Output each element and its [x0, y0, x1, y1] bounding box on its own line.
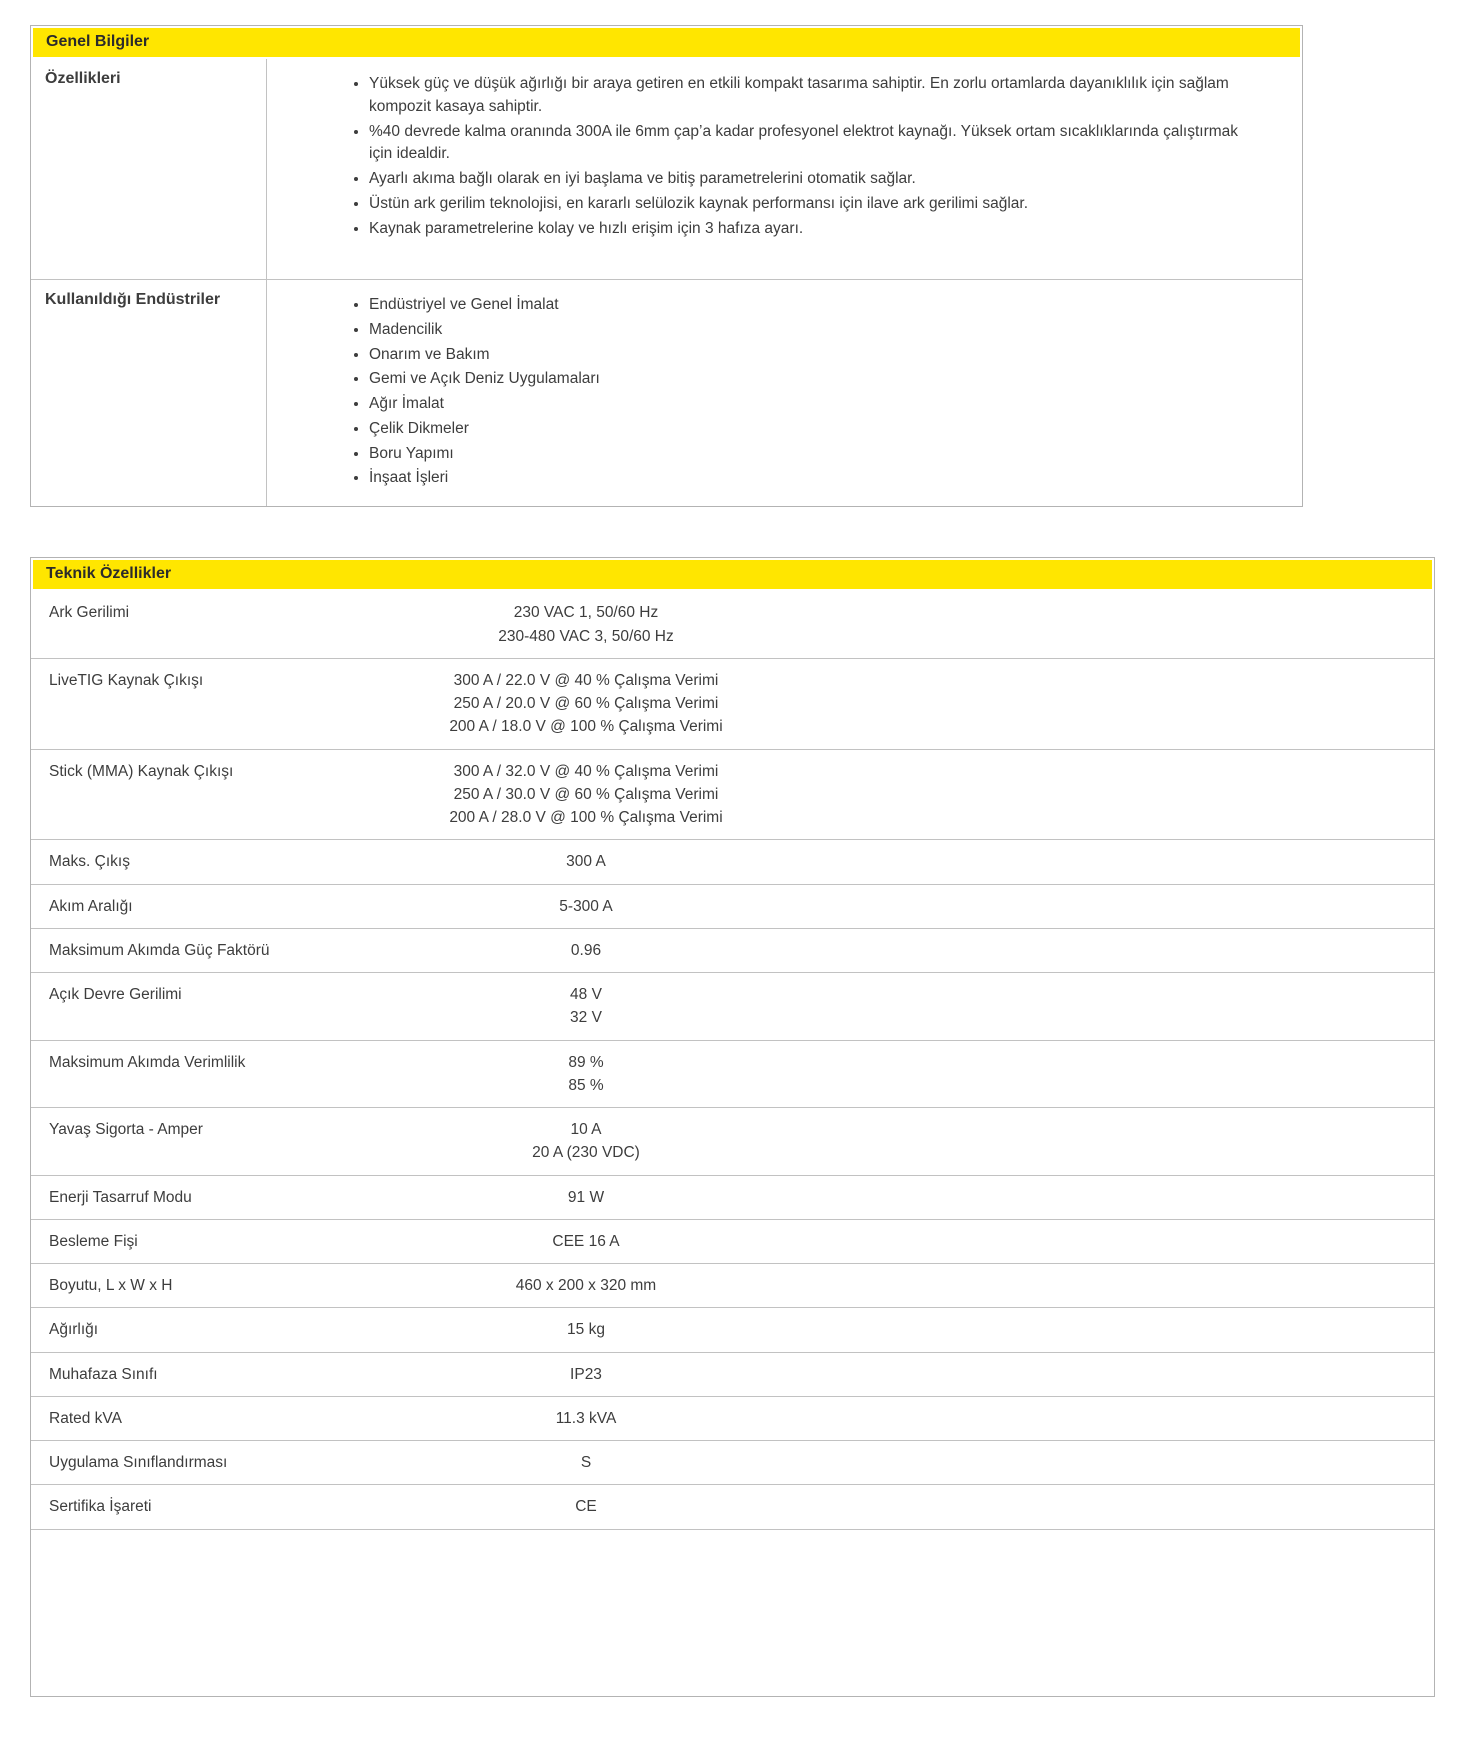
bullet-item: • Çelik Dikmeler — [369, 418, 1257, 441]
spec-value-line: 300 A — [566, 853, 606, 871]
technical-specs-section — [30, 557, 1435, 1696]
spec-value-line: 15 kg — [567, 1321, 605, 1339]
spec-label: Muhafaza Sınıfı — [49, 1365, 158, 1383]
spec-label: Uygulama Sınıflandırması — [49, 1454, 228, 1471]
spec-footer-space — [31, 1530, 1434, 1696]
bullet-item: • Üstün ark gerilim teknolojisi, en kararlı selülozik kaynak performansı için ilave ark gerilimi sağlar. — [369, 193, 1257, 216]
bullet-item: • İnşaat İşleri — [369, 467, 1257, 490]
spec-value — [371, 1485, 801, 1528]
spec-label: Akım Aralığı — [49, 897, 133, 915]
spec-value — [371, 1220, 801, 1263]
spec-row — [31, 1264, 1434, 1308]
spec-value-line: CEE 16 A — [552, 1232, 620, 1250]
spec-row — [31, 591, 1434, 659]
bullet-item: • Ağır İmalat — [369, 393, 1257, 416]
spec-table — [31, 591, 1434, 1529]
industries-list — [347, 294, 1257, 490]
spec-row — [31, 1308, 1434, 1352]
spec-value-line: 200 A / 18.0 V @ 100 % Çalışma Verimi — [449, 718, 723, 736]
features-list — [347, 73, 1257, 240]
features-row — [31, 59, 1302, 279]
spec-value-line: 89 % — [568, 1053, 604, 1071]
spec-row — [31, 840, 1434, 884]
features-label: Özellikleri — [31, 59, 267, 279]
spec-label: Maksimum Akımda Güç Faktörü — [49, 941, 270, 959]
spec-value — [371, 750, 801, 840]
spec-value — [371, 929, 801, 972]
features-content — [267, 59, 1302, 279]
spec-row — [31, 1353, 1434, 1397]
spec-value-line: 11.3 kVA — [555, 1409, 617, 1427]
spec-value — [371, 840, 801, 883]
spec-row — [31, 750, 1434, 841]
spec-value-line: CE — [575, 1498, 597, 1516]
spec-row — [31, 1176, 1434, 1220]
spec-row — [31, 885, 1434, 929]
spec-sheet-page — [30, 25, 1465, 1697]
spec-value-line: 91 W — [567, 1188, 605, 1206]
spec-value-line: 460 x 200 x 320 mm — [515, 1277, 657, 1294]
spec-row — [31, 1041, 1434, 1109]
bullet-item: • Yüksek güç ve düşük ağırlığı bir araya getiren en etkili kompakt tasarıma sahiptir. En zorlu ortamlarda dayanıklılık için sağlam kompozit kasaya sahiptir. — [369, 73, 1257, 119]
spec-value-line: 230-480 VAC 3, 50/60 Hz — [498, 627, 674, 645]
spec-value — [371, 885, 801, 928]
spec-value-line: 250 A / 30.0 V @ 60 % Çalışma Verimi — [453, 785, 719, 803]
general-info-title: Genel Bilgiler — [46, 33, 150, 50]
spec-label: Maksimum Akımda Verimlilik — [49, 1053, 246, 1071]
general-info-section — [30, 25, 1303, 507]
bullet-item: • Ayarlı akıma bağlı olarak en iyi başlama ve bitiş parametrelerini otomatik sağlar. — [369, 168, 1257, 191]
spec-value — [371, 1308, 801, 1351]
spec-row — [31, 1220, 1434, 1264]
industries-content — [267, 280, 1302, 506]
bullet-item: • Gemi ve Açık Deniz Uygulamaları — [369, 368, 1257, 391]
spec-value — [371, 1353, 801, 1396]
spec-label: Stick (MMA) Kaynak Çıkışı — [49, 762, 234, 780]
spec-value — [371, 659, 801, 749]
spec-row — [31, 1441, 1434, 1485]
bullet-item: • Boru Yapımı — [369, 443, 1257, 466]
spec-value — [371, 973, 801, 1040]
spec-value-line: S — [580, 1454, 592, 1471]
spec-value-line: 250 A / 20.0 V @ 60 % Çalışma Verimi — [453, 695, 719, 712]
spec-value-line: 300 A / 32.0 V @ 40 % Çalışma Verimi — [453, 762, 719, 780]
spec-value — [371, 1441, 801, 1484]
spec-label: Enerji Tasarruf Modu — [49, 1188, 192, 1206]
spec-label: LiveTIG Kaynak Çıkışı — [49, 671, 204, 689]
technical-specs-title: Teknik Özellikler — [46, 565, 172, 583]
general-info-header — [33, 28, 1300, 57]
spec-value — [371, 1176, 801, 1219]
spec-row — [31, 929, 1434, 973]
spec-value-line: 0.96 — [570, 941, 602, 959]
spec-value-line: 300 A / 22.0 V @ 40 % Çalışma Verimi — [453, 671, 719, 689]
spec-label: Ark Gerilimi — [49, 604, 130, 622]
spec-row — [31, 1397, 1434, 1441]
spec-value-line: 85 % — [568, 1076, 604, 1094]
spec-value-line: 20 A (230 VDC) — [532, 1144, 640, 1162]
bullet-item: • Endüstriyel ve Genel İmalat — [369, 294, 1257, 317]
bullet-item: • Madencilik — [369, 319, 1257, 342]
spec-value-line: 32 V — [570, 1009, 602, 1027]
spec-row — [31, 1108, 1434, 1176]
technical-specs-header — [33, 560, 1432, 589]
spec-row — [31, 973, 1434, 1041]
spec-value — [371, 1041, 801, 1108]
spec-value-line: 5-300 A — [559, 897, 613, 915]
industries-row — [31, 279, 1302, 506]
industries-label: Kullanıldığı Endüstriler — [31, 280, 267, 506]
spec-value — [371, 591, 801, 658]
spec-value — [371, 1397, 801, 1440]
spec-label: Boyutu, L x W x H — [49, 1277, 173, 1294]
spec-row — [31, 659, 1434, 750]
spec-label: Besleme Fişi — [49, 1232, 138, 1250]
spec-value — [371, 1264, 801, 1307]
spec-label: Rated kVA — [49, 1409, 122, 1427]
spec-value — [371, 1108, 801, 1175]
spec-value-line: 200 A / 28.0 V @ 100 % Çalışma Verimi — [449, 809, 723, 826]
spec-label: Açık Devre Gerilimi — [49, 986, 182, 1003]
spec-value-line: 230 VAC 1, 50/60 Hz — [513, 604, 659, 622]
spec-label: Sertifika İşareti — [49, 1498, 152, 1516]
spec-label: Ağırlığı — [49, 1321, 99, 1339]
spec-label: Yavaş Sigorta - Amper — [49, 1121, 203, 1138]
spec-value-line: 48 V — [570, 986, 602, 1003]
bullet-item: • Onarım ve Bakım — [369, 344, 1257, 367]
spec-row — [31, 1485, 1434, 1529]
spec-value-line: 10 A — [570, 1121, 602, 1138]
spec-value-line: IP23 — [570, 1365, 602, 1383]
spec-label: Maks. Çıkış — [49, 853, 130, 871]
bullet-item: • %40 devrede kalma oranında 300A ile 6mm çap’a kadar profesyonel elektrot kaynağı. Yüksek ortam sıcaklıklarında çalıştırmak için idealdir. — [369, 121, 1257, 167]
bullet-item: • Kaynak parametrelerine kolay ve hızlı erişim için 3 hafıza ayarı. — [369, 218, 1257, 241]
